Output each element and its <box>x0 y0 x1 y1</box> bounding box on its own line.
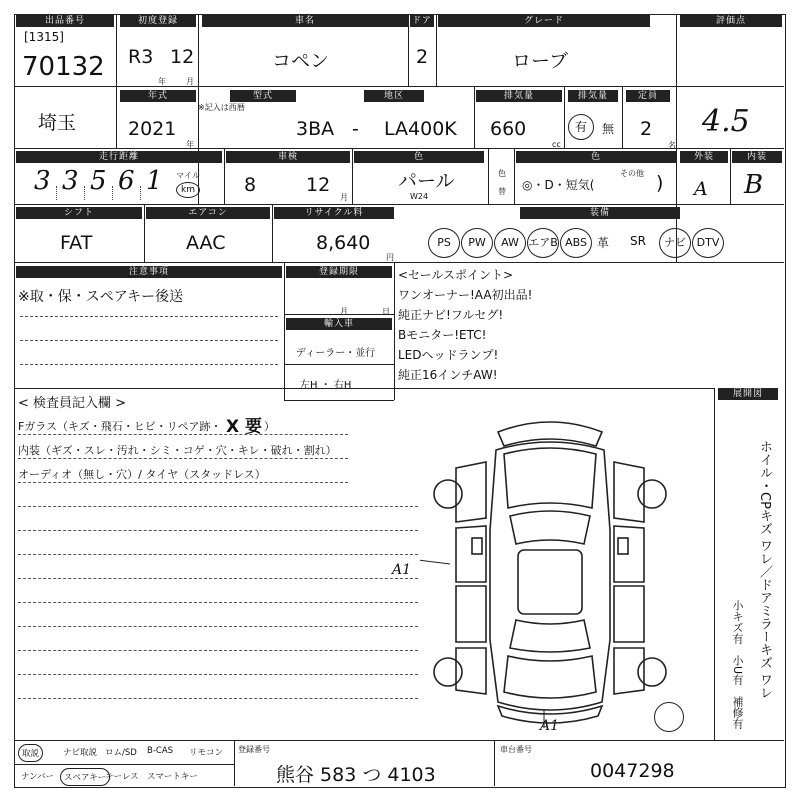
ruled-line <box>18 602 418 603</box>
mileage-digit: 3 <box>34 166 51 196</box>
ruled-line <box>18 434 348 435</box>
glass-line: Fガラス（キズ・飛石・ヒビ・リペア跡・ <box>18 420 222 433</box>
label-car-name: 車名 <box>202 15 408 27</box>
year-note: 年 <box>186 140 194 149</box>
sales-point: ワンオーナー!AA初出品! <box>398 288 533 302</box>
reg-day: 日 <box>382 307 390 316</box>
mileage-digit: 3 <box>62 166 79 196</box>
label-equipment: 装備 <box>520 207 680 219</box>
footer-equipment-item: ロム/SD <box>105 748 137 758</box>
footer-equipment-item: スマートキー <box>147 772 198 782</box>
capacity-unit: 名 <box>668 141 676 150</box>
footer-equipment-item: スペアキー <box>60 768 110 786</box>
right-front-fender <box>614 462 644 522</box>
month-unit: 月 <box>186 77 194 86</box>
equipment-item: ABS <box>560 228 592 258</box>
label-model-code: 型式 <box>230 90 296 102</box>
car-body-outline <box>490 442 610 710</box>
score: 4.5 <box>702 104 750 139</box>
car-name: コペン <box>272 50 330 72</box>
left-mirror <box>472 538 482 554</box>
chassis-number: 0047298 <box>590 760 675 782</box>
color-char: 色 <box>498 169 506 178</box>
model-code: LA400K <box>384 118 457 140</box>
interior-line: 内装（ギズ・スレ・汚れ・シミ・コゲ・穴・キレ・破れ・割れ） <box>18 444 337 457</box>
equipment-item: ナビ <box>659 228 691 258</box>
ruled-line <box>18 650 418 651</box>
ruled-line <box>18 506 418 507</box>
label-exterior: 外装 <box>680 151 728 163</box>
equipment-item: PW <box>461 228 493 258</box>
digit-separator <box>112 186 113 200</box>
label-history: 注意事項 <box>16 266 282 278</box>
left-rear-fender <box>456 648 486 694</box>
legend-damage: ホイル・CPキズ ワレ／ドアミラーキズ ワレ <box>757 440 772 700</box>
ruled-line <box>18 674 418 675</box>
footer-equipment-item: リモコン <box>189 748 224 758</box>
reg-month: 12 <box>170 46 195 68</box>
ruled-line <box>18 626 418 627</box>
plate-number: 熊谷 583 つ 4103 <box>276 764 436 786</box>
entry-note: ※記入は西暦 <box>198 103 245 112</box>
aircon: AAC <box>186 232 226 254</box>
sub-number: [1315] <box>24 30 64 44</box>
label-diagram: 展開図 <box>718 388 778 400</box>
equipment-item: 革 <box>597 236 610 250</box>
mileage-digit: 5 <box>90 166 107 196</box>
equipment-item: AW <box>494 228 526 258</box>
hood <box>504 448 596 508</box>
label-model-year: 年式 <box>120 90 196 102</box>
sales-title: <セールスポイント> <box>398 268 514 282</box>
footer-equipment-item: B-CAS <box>147 746 174 756</box>
capacity: 2 <box>640 118 653 140</box>
right-rear-wheel <box>638 658 666 686</box>
left-front-fender <box>456 462 486 522</box>
turbo-yes: 有 <box>568 114 594 140</box>
sales-point: Bモニター!ETC! <box>398 328 487 342</box>
damage-mark-rear: A1 <box>540 718 560 734</box>
label-year: 初度登録 <box>120 15 196 27</box>
label-price: 評価点 <box>680 15 782 27</box>
footer-equipment-item: ナンバー <box>21 772 54 782</box>
damage-mark-side: A1 <box>392 562 412 578</box>
year-unit: 年 <box>158 77 166 86</box>
interior-grade: B <box>744 170 764 200</box>
handle-side: 左H ・ 右H <box>300 380 352 391</box>
audio-line: オーディオ（無し・穴）/ タイヤ（スタッドレス） <box>18 468 266 481</box>
digit-separator <box>140 186 141 200</box>
roof <box>518 550 582 614</box>
damage-marker-side <box>420 560 450 564</box>
door-count: 2 <box>416 46 429 68</box>
reg-month: 月 <box>340 307 348 316</box>
mile-unit: マイル <box>176 171 200 180</box>
footer-equipment-item: ナビ取説 <box>63 748 98 758</box>
sales-point: LEDヘッドランプ! <box>398 348 499 362</box>
displacement: 660 <box>490 118 527 140</box>
label-shift: シフト <box>16 207 142 219</box>
color-name: パール <box>398 170 455 192</box>
car-damage-diagram <box>420 410 680 730</box>
right-rear-door <box>614 586 644 642</box>
right-rear-fender <box>614 648 644 694</box>
label-color-change: 色 <box>516 151 676 163</box>
left-rear-wheel <box>434 658 462 686</box>
label-mileage: 走行距離 <box>16 151 222 163</box>
recycle-fee: 8,640 <box>316 232 371 254</box>
equipment-item: エアB <box>527 228 559 258</box>
auction-number: 70132 <box>22 52 105 82</box>
history-text: ※取・保・スペアキー後送 <box>18 289 184 305</box>
label-auction-no: 出品番号 <box>16 15 114 27</box>
inspection-year: 8 <box>244 174 257 196</box>
sales-point: 純正ナビ!フルセグ! <box>398 308 504 322</box>
label-chassis: 車台番号 <box>500 745 532 754</box>
label-recycle: リサイクル料 <box>274 207 394 219</box>
ruled-line <box>18 482 348 483</box>
label-plate: 登録番号 <box>238 745 270 754</box>
label-interior: 内装 <box>732 151 782 163</box>
color-code: W24 <box>410 192 429 201</box>
left-front-wheel <box>434 480 462 508</box>
inspection-month-unit: 月 <box>340 193 348 202</box>
inspector-title: < 検査員記入欄 > <box>18 396 127 411</box>
digit-separator <box>84 186 85 200</box>
era-year: R3 <box>128 46 154 68</box>
equipment-item: SR <box>630 234 646 248</box>
shift: FAT <box>60 232 93 254</box>
model-prefix: 3BA <box>296 118 335 140</box>
label-color: 色 <box>354 151 484 163</box>
location: 埼玉 <box>38 112 77 134</box>
label-displacement: 排気量 <box>476 90 562 102</box>
yen-unit: 円 <box>386 253 394 262</box>
windshield <box>510 511 590 544</box>
other-label: その他 <box>620 169 644 178</box>
ruled-line <box>18 578 418 579</box>
glass-close: ） <box>264 420 275 433</box>
ruled-line <box>18 554 418 555</box>
dealer: ディーラー・並行 <box>296 348 376 359</box>
mileage-digit: 6 <box>118 166 135 196</box>
other-close: ) <box>656 172 664 194</box>
digit-separator <box>56 186 57 200</box>
footer-equipment-item: キーレス <box>105 772 139 782</box>
inspection-month: 12 <box>306 174 331 196</box>
ruled-line <box>18 698 418 699</box>
label-capacity: 定員 <box>626 90 670 102</box>
change-char: 替 <box>498 187 506 196</box>
equipment-item: PS <box>428 228 460 258</box>
legend-minor: 小キズ有 小U有 補修有 <box>731 600 744 730</box>
rear-window <box>510 620 590 652</box>
exterior-grade: A <box>694 178 708 200</box>
spare-tire-icon <box>654 702 684 732</box>
right-front-wheel <box>638 480 666 508</box>
right-mirror <box>618 538 628 554</box>
mileage-digit: 1 <box>146 166 163 196</box>
ruled-line <box>18 458 348 459</box>
left-rear-door <box>456 586 486 642</box>
trunk <box>504 656 596 698</box>
label-handle: 輸入車 <box>286 318 392 330</box>
rear-bumper <box>498 706 602 723</box>
model-year: 2021 <box>128 118 177 140</box>
km-unit: km <box>176 182 200 198</box>
grade: ローブ <box>512 50 569 72</box>
label-aircon: エアコン <box>146 207 270 219</box>
equipment-item: DTV <box>692 228 724 258</box>
label-location: 地区 <box>364 90 424 102</box>
footer-equipment-item: 取説 <box>18 744 43 762</box>
label-doors: ドア <box>410 15 434 27</box>
glass-mark: X 要 <box>226 417 263 437</box>
label-engine: 排気量 <box>568 90 618 102</box>
label-grade: グレード <box>438 15 650 27</box>
ruled-line <box>18 530 418 531</box>
color-options: ◎・D・短気( <box>522 178 595 192</box>
model-sep: - <box>352 118 359 140</box>
label-registration: 登録期限 <box>286 266 392 278</box>
turbo-no: 無 <box>602 122 615 136</box>
label-inspection: 車検 <box>226 151 350 163</box>
sales-point: 純正16インチAW! <box>398 368 498 382</box>
cc-unit: cc <box>552 140 561 149</box>
